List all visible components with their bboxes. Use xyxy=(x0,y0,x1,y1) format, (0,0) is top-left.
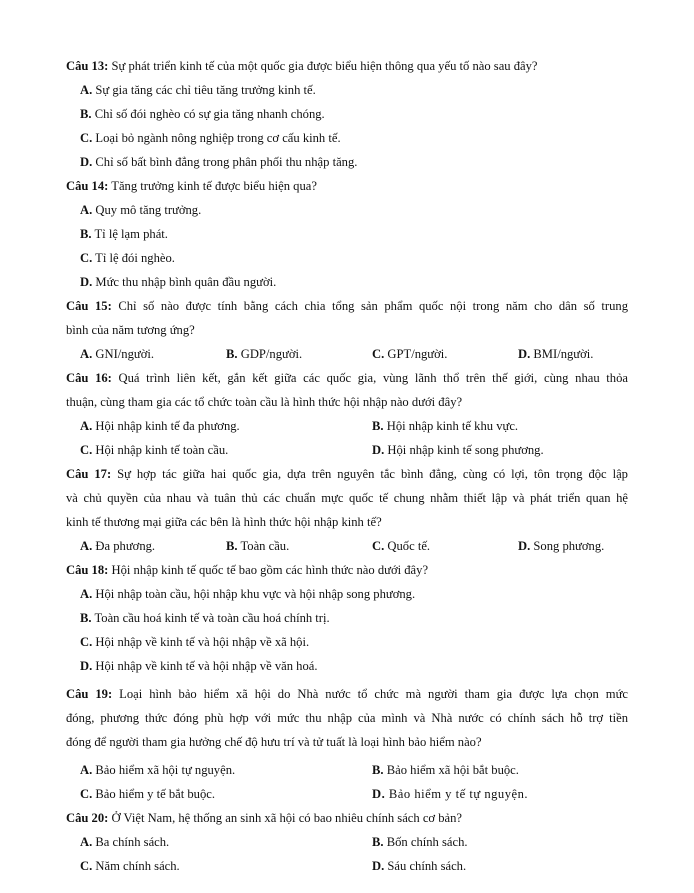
question-number: Câu 17: xyxy=(66,467,112,481)
question-19-stem-line-2: đóng, phương thức đóng phù hợp với mức thu nhập của mình và Nhà nước có chính sách hỗ trợ tiền xyxy=(66,711,628,725)
question-16-stem-line-1 xyxy=(66,370,628,386)
question-17-option-a xyxy=(80,538,155,554)
option-letter: D. xyxy=(80,275,93,289)
option-text: Toàn cầu. xyxy=(240,539,290,553)
option-letter: A. xyxy=(80,587,93,601)
option-letter: A. xyxy=(80,539,93,553)
option-text: Hội nhập kinh tế khu vực. xyxy=(386,419,519,433)
question-14-stem xyxy=(66,178,317,194)
question-19-stem-line-1 xyxy=(66,686,628,702)
option-text: Song phương. xyxy=(533,539,605,553)
question-number: Câu 13: xyxy=(66,59,109,73)
question-20-option-c xyxy=(80,858,180,874)
option-text: Tỉ lệ lạm phát. xyxy=(94,227,168,241)
option-text: Hội nhập về kinh tế và hội nhập về văn hoá. xyxy=(95,659,318,673)
option-text: Đa phương. xyxy=(95,539,156,553)
question-17-option-d xyxy=(518,538,604,554)
question-17-stem-line-2: và chủ quyền của nhau và tuân thủ các chuẩn mực quốc tế chung nhằm thiết lập và phát triển quan hệ xyxy=(66,491,628,505)
question-20-option-d xyxy=(372,858,466,874)
question-number: Câu 19: xyxy=(66,687,113,701)
option-text: Chỉ số đói nghèo có sự gia tăng nhanh chóng. xyxy=(94,107,325,121)
option-letter: A. xyxy=(80,763,93,777)
option-letter: D. xyxy=(518,347,531,361)
question-19-option-d xyxy=(372,786,528,802)
question-19-option-c xyxy=(80,786,215,802)
option-text: BMI/người. xyxy=(533,347,594,361)
option-letter: B. xyxy=(372,419,384,433)
option-text: Bảo hiểm xã hội tự nguyện. xyxy=(95,763,236,777)
option-letter: B. xyxy=(80,611,92,625)
question-16-option-a xyxy=(80,418,240,434)
option-letter: A. xyxy=(80,419,93,433)
question-16-stem-line-2: thuận, cùng tham gia các tổ chức toàn cầu là hình thức hội nhập nào dưới đây? xyxy=(66,395,463,409)
option-text: GNI/người. xyxy=(95,347,155,361)
option-text: Chỉ số bất bình đẳng trong phân phối thu nhập tăng. xyxy=(95,155,358,169)
option-letter: D. xyxy=(372,859,385,873)
question-15-stem-line-1 xyxy=(66,298,628,314)
question-18-option-c xyxy=(80,634,309,650)
question-text: Ở Việt Nam, hệ thống an sinh xã hội có bao nhiêu chính sách cơ bản? xyxy=(111,811,463,825)
option-text: Hội nhập kinh tế song phương. xyxy=(387,443,544,457)
question-17-stem-line-1 xyxy=(66,466,628,482)
option-text: Bảo hiểm y tế tự nguyện. xyxy=(388,787,529,801)
question-number: Câu 14: xyxy=(66,179,109,193)
option-letter: D. xyxy=(80,155,93,169)
question-number: Câu 20: xyxy=(66,811,109,825)
option-letter: C. xyxy=(372,347,385,361)
question-18-option-b xyxy=(80,610,330,626)
question-20-option-b xyxy=(372,834,468,850)
question-16-option-c xyxy=(80,442,228,458)
option-text: Hội nhập kinh tế toàn cầu. xyxy=(95,443,229,457)
option-letter: A. xyxy=(80,83,93,97)
option-text: Tỉ lệ đói nghèo. xyxy=(95,251,175,265)
option-text: Bốn chính sách. xyxy=(386,835,468,849)
question-text: Sự phát triển kinh tế của một quốc gia được biểu hiện thông qua yếu tố nào sau đây? xyxy=(111,59,538,73)
option-letter: A. xyxy=(80,347,93,361)
option-text: Mức thu nhập bình quân đầu người. xyxy=(95,275,277,289)
question-15-option-d xyxy=(518,346,593,362)
option-text: Quốc tế. xyxy=(387,539,431,553)
question-17-option-b xyxy=(226,538,289,554)
option-letter: C. xyxy=(80,635,93,649)
question-13-option-c xyxy=(80,130,341,146)
question-number: Câu 16: xyxy=(66,371,112,385)
option-letter: B. xyxy=(80,227,92,241)
question-text: Hội nhập kinh tế quốc tế bao gồm các hình thức nào dưới đây? xyxy=(111,563,429,577)
question-17-option-c xyxy=(372,538,430,554)
question-18-stem xyxy=(66,562,428,578)
option-letter: C. xyxy=(80,859,93,873)
option-text: Sự gia tăng các chỉ tiêu tăng trưởng kinh tế. xyxy=(95,83,316,97)
option-text: Hội nhập kinh tế đa phương. xyxy=(95,419,240,433)
question-13-option-b xyxy=(80,106,325,122)
option-text: Bảo hiểm xã hội bắt buộc. xyxy=(386,763,519,777)
question-13-stem xyxy=(66,58,538,74)
option-text: Hội nhập toàn cầu, hội nhập khu vực và hội nhập song phương. xyxy=(95,587,416,601)
question-text: Sự hợp tác giữa hai quốc gia, dựa trên nguyên tắc bình đẳng, cùng có lợi, tôn trọng độc lập xyxy=(117,467,628,481)
option-text: Ba chính sách. xyxy=(95,835,170,849)
option-letter: D. xyxy=(518,539,531,553)
question-14-option-a xyxy=(80,202,201,218)
question-19-option-b xyxy=(372,762,519,778)
question-14-option-d xyxy=(80,274,276,290)
option-letter: C. xyxy=(80,131,93,145)
question-15-stem-line-2: bình của năm tương ứng? xyxy=(66,323,195,337)
question-15-option-c xyxy=(372,346,447,362)
option-letter: C. xyxy=(372,539,385,553)
option-text: Năm chính sách. xyxy=(95,859,180,873)
question-text: Quá trình liên kết, gắn kết giữa các quốc gia, vùng lãnh thổ trên thế giới, cùng nhau thỏa xyxy=(118,371,628,385)
question-number: Câu 15: xyxy=(66,299,112,313)
question-14-option-b xyxy=(80,226,168,242)
option-text: GDP/người. xyxy=(240,347,303,361)
option-letter: D. xyxy=(372,787,386,801)
option-letter: C. xyxy=(80,787,93,801)
option-letter: A. xyxy=(80,835,93,849)
question-18-option-d xyxy=(80,658,318,674)
option-text: Hội nhập về kinh tế và hội nhập về xã hội. xyxy=(95,635,310,649)
option-text: Sáu chính sách. xyxy=(387,859,467,873)
question-text: Loại hình bảo hiểm xã hội do Nhà nước tổ chức mà người tham gia được lựa chọn mức xyxy=(119,687,628,701)
option-letter: D. xyxy=(372,443,385,457)
option-text: Quy mô tăng trưởng. xyxy=(95,203,202,217)
question-15-option-b xyxy=(226,346,302,362)
question-19-stem-line-3: đóng để người tham gia hưởng chế độ hưu trí và tử tuất là loại hình bảo hiểm nào? xyxy=(66,735,482,749)
option-letter: D. xyxy=(80,659,93,673)
option-text: Loại bỏ ngành nông nghiệp trong cơ cấu kinh tế. xyxy=(95,131,341,145)
question-13-option-a xyxy=(80,82,316,98)
option-letter: B. xyxy=(226,347,238,361)
option-letter: B. xyxy=(226,539,238,553)
question-number: Câu 18: xyxy=(66,563,109,577)
option-letter: C. xyxy=(80,443,93,457)
question-13-option-d xyxy=(80,154,357,170)
question-16-option-d xyxy=(372,442,544,458)
question-18-option-a xyxy=(80,586,415,602)
option-text: GPT/người. xyxy=(387,347,448,361)
question-text: Chỉ số nào được tính bằng cách chia tổng sản phẩm quốc nội trong năm cho dân số trung xyxy=(118,299,628,313)
option-text: Toàn cầu hoá kinh tế và toàn cầu hoá chính trị. xyxy=(94,611,330,625)
question-text: Tăng trưởng kinh tế được biểu hiện qua? xyxy=(111,179,317,193)
option-letter: B. xyxy=(80,107,92,121)
question-20-stem xyxy=(66,810,462,826)
option-letter: B. xyxy=(372,835,384,849)
option-letter: A. xyxy=(80,203,93,217)
question-17-stem-line-3: kinh tế thương mại giữa các bên là hình thức hội nhập kinh tế? xyxy=(66,515,382,529)
option-text: Bảo hiểm y tế bắt buộc. xyxy=(95,787,216,801)
option-letter: B. xyxy=(372,763,384,777)
question-15-option-a xyxy=(80,346,154,362)
question-14-option-c xyxy=(80,250,175,266)
question-19-option-a xyxy=(80,762,235,778)
question-16-option-b xyxy=(372,418,518,434)
question-20-option-a xyxy=(80,834,169,850)
option-letter: C. xyxy=(80,251,93,265)
